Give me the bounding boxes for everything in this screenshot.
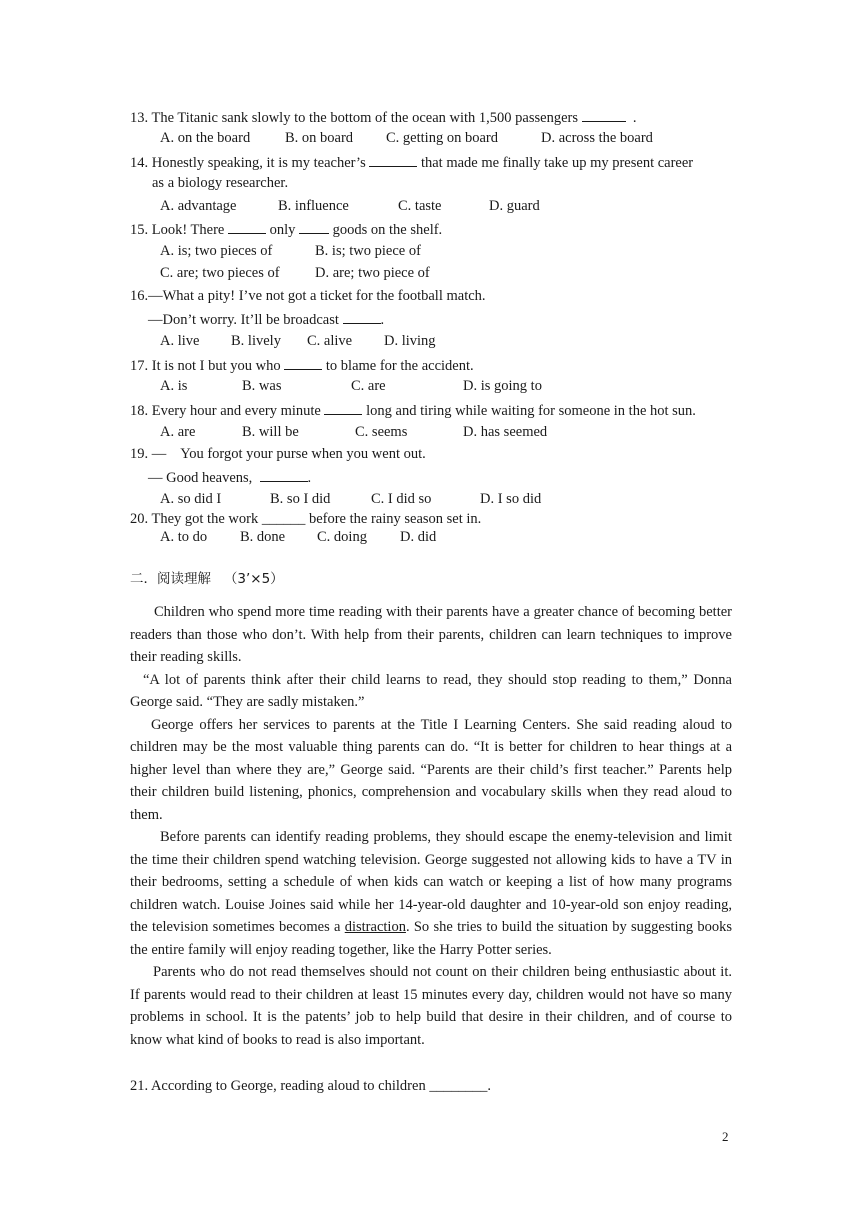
answer-blank [284,355,322,370]
option-c: C. doing [317,529,367,545]
question-16: 16.—What a pity! I’ve not got a ticket for the football match. [130,288,486,304]
answer-blank [343,309,381,324]
question-text-end: . [632,110,637,126]
question-text: —Don’t worry. It’ll be broadcast [148,312,343,328]
option-b: B. lively [231,333,281,349]
passage-paragraph-3: George offers her services to parents at the Title I Learning Centers. She said reading aloud to children may be the most valuable thing parents can do. “It is better for children to hear things at a higher level than where they are,” George said. “Parents are their child’s first teacher.” Parents help their children build listening, phonics, comprehension and vocabulary skills when they read aloud to them. [130,716,732,823]
passage-paragraph-4 [130,826,732,961]
answer-blank [228,219,266,234]
question-21: 21. According to George, reading aloud to children ________. [130,1078,491,1094]
option-a: A. is; two pieces of [160,243,273,259]
option-b: B. will be [242,424,299,440]
section-heading: 二．阅读理解 （3’×5） [130,571,284,587]
option-a: A. advantage [160,198,237,214]
question-text: 14. Honestly speaking, it is my teacher’s [130,155,370,171]
option-b: B. so I did [270,491,331,507]
option-c: C. taste [398,198,442,214]
question-text: 17. It is not I but you who [130,358,285,374]
reading-passage [130,601,732,1051]
question-13 [130,107,636,127]
option-d: D. guard [489,198,540,214]
option-d: D. living [384,333,436,349]
option-b: B. influence [278,198,349,214]
option-d: D. across the board [541,130,653,146]
answer-blank [582,107,626,122]
answer-blank [369,152,417,167]
option-a: A. is [160,378,188,394]
question-14-line2: as a biology researcher. [152,175,289,191]
question-19: 19. — You forgot your purse when you went out. [130,446,426,462]
question-14 [130,152,693,172]
question-text-cont: that made me finally take up my present career [417,155,694,171]
option-c: C. alive [307,333,353,349]
question-text-end: . [380,312,385,328]
option-c: C. are [351,378,386,394]
question-17 [130,355,474,375]
option-d: D. I so did [480,491,542,507]
option-d: D. is going to [463,378,542,394]
passage-paragraph-5: Parents who do not read themselves should not count on their children being enthusiastic about it. If parents would read to their children at least 15 minutes every day, children would not have so many problems in school. It is the patents’ job to help build that desire in their children, and of course to know what kind of books to read is also important. [130,964,732,1048]
question-text-end: . [307,470,312,486]
answer-blank-2 [299,219,329,234]
question-text-end: goods on the shelf. [329,222,443,238]
question-text: 13. The Titanic sank slowly to the bottom of the ocean with 1,500 passengers [130,110,582,126]
option-c: C. I did so [371,491,432,507]
underlined-word: distraction [344,919,406,935]
question-19-line2 [148,467,311,487]
question-16-line2 [148,309,384,329]
option-d: D. did [400,529,437,545]
question-text: 15. Look! There [130,222,228,238]
paragraph-4-text: Before parents can identify reading problems, they should escape the enemy-television and limit the time their children spend watching television. George suggested not allowing kids to have a TV in their bedrooms, setting a schedule of when kids can watch or keeping a list of how many programs children watch. Louise Joines said while her 14-year-old daughter and 10-year-old son enjoy reading, the television sometimes becomes a [130,829,732,935]
question-text: 18. Every hour and every minute [130,403,325,419]
option-b: B. on board [285,130,354,146]
option-c: C. seems [355,424,408,440]
option-b: B. done [240,529,286,545]
question-text: — Good heavens, [148,470,260,486]
question-text-end: long and tiring while waiting for someone in the hot sun. [362,403,696,419]
option-a: A. so did I [160,491,222,507]
option-a: A. to do [160,529,208,545]
question-18 [130,400,696,420]
question-text-end: to blame for the accident. [322,358,474,374]
option-d: D. has seemed [463,424,548,440]
page-number: 2 [722,1129,729,1144]
question-20: 20. They got the work ______ before the rainy season set in. [130,511,482,527]
option-d: D. are; two piece of [315,265,430,281]
paragraph-4-text-cont: . So she tries to build the situation by suggesting books the entire family will enjoy reading together, like the Harry Potter series. [130,919,732,958]
option-c: C. are; two pieces of [160,265,280,281]
answer-blank [260,467,308,482]
answer-blank [324,400,362,415]
option-b: B. is; two piece of [315,243,421,259]
passage-paragraph-1: Children who spend more time reading with their parents have a greater chance of becoming better readers than those who don’t. With help from their parents, children can learn techniques to improve their reading skills. [130,604,732,665]
question-text-mid: only [265,222,300,238]
option-a: A. are [160,424,196,440]
option-a: A. on the board [160,130,251,146]
option-c: C. getting on board [386,130,498,146]
passage-paragraph-2: “A lot of parents think after their child learns to read, they should stop reading to them,” Donna George said. “They are sadly mistaken.” [130,671,732,710]
question-15 [130,219,442,239]
option-a: A. live [160,333,200,349]
option-b: B. was [242,378,282,394]
